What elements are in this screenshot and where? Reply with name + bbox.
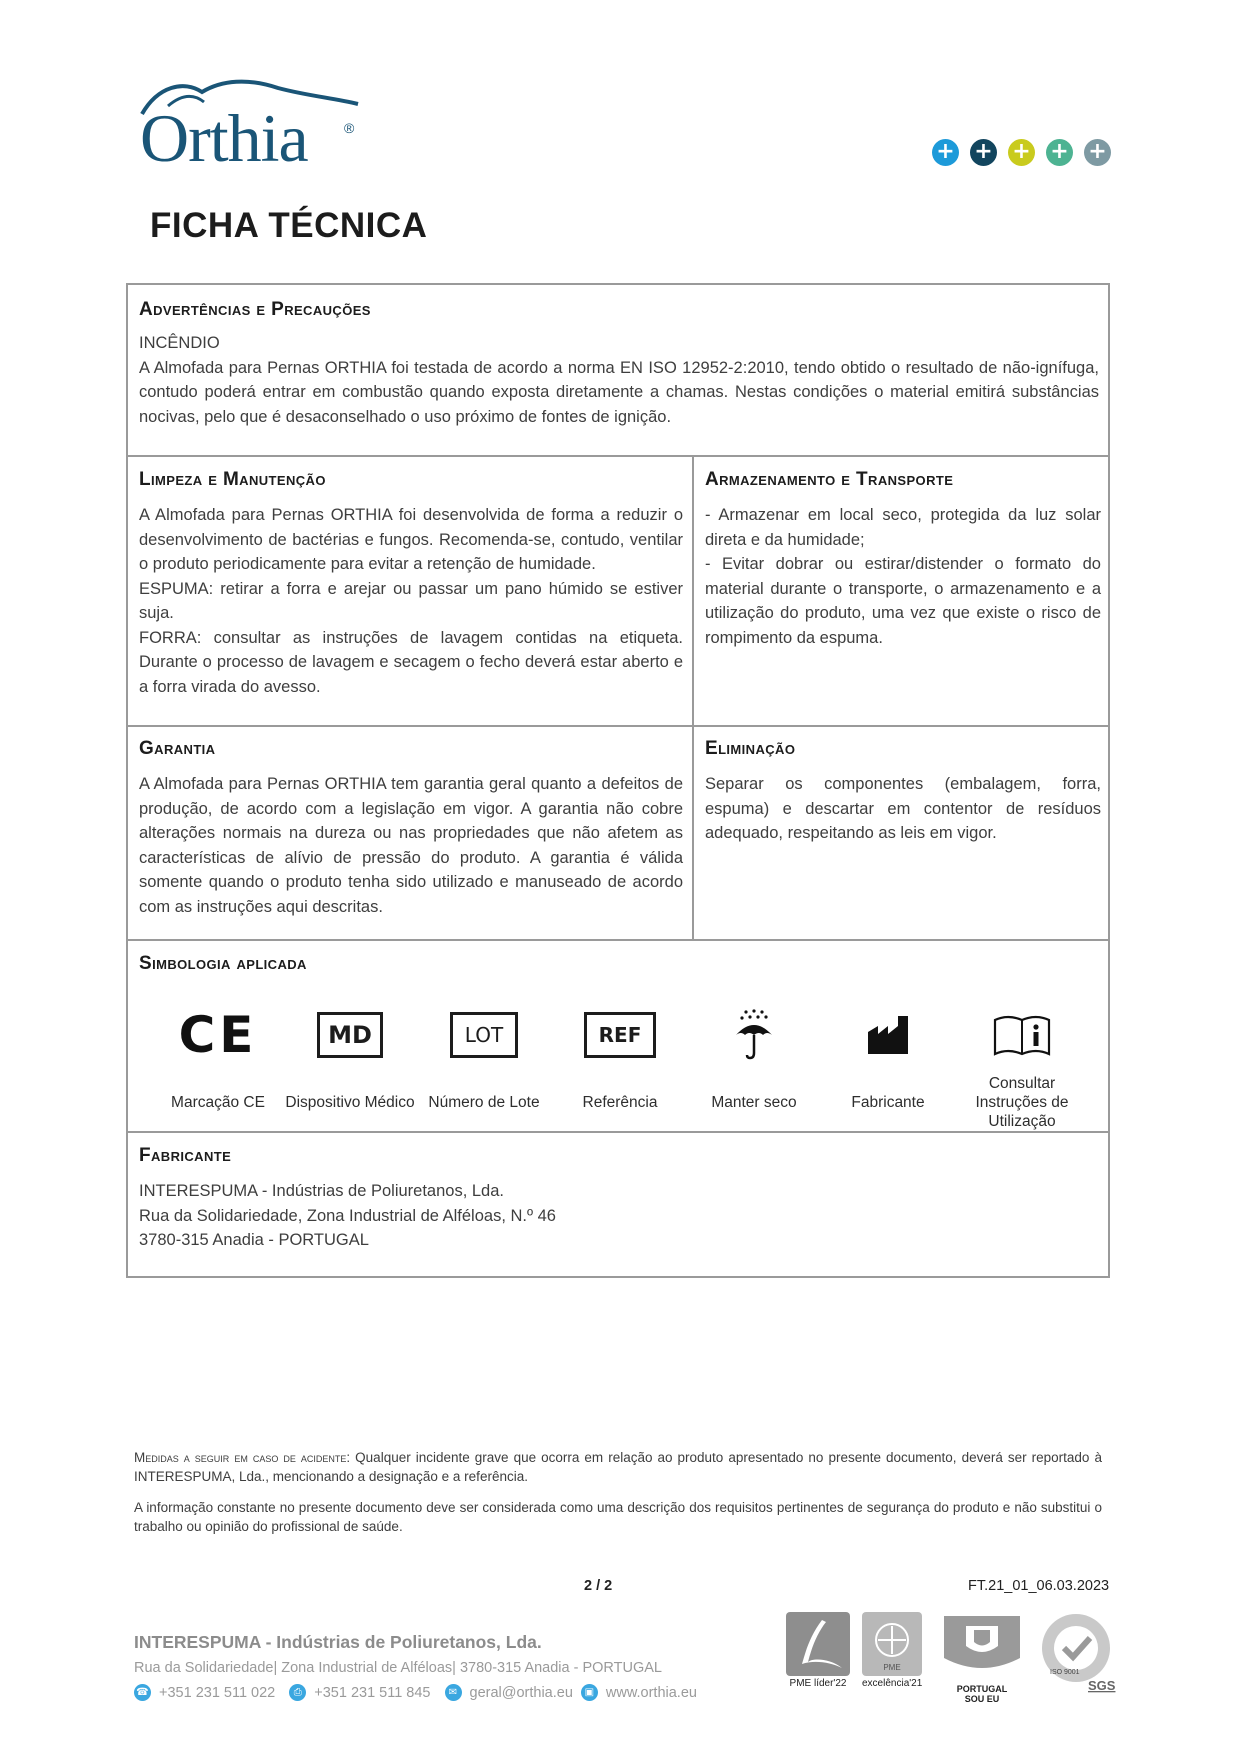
symbol-label: Referência	[582, 1093, 658, 1111]
warranty-text: A Almofada para Pernas ORTHIA tem garantia geral quanto a defeitos de produção, de acordo com a legislação em vigor. A garantia não cobre alterações normais na dureza ou nas propriedades que não afetem as características de alívio de pressão do produto. A garantia é válida somente quando o produto tenha sido utilizado e manuseado de acordo com as instruções aqui descritas.	[139, 775, 683, 916]
pme-lider-logo	[786, 1612, 850, 1689]
disposal-section	[705, 738, 1101, 846]
reference-icon: REF	[584, 1012, 657, 1058]
orthia-logo	[138, 76, 378, 176]
document-code: FT.21_01_06.03.2023	[968, 1578, 1110, 1594]
medical-device-icon: MD	[317, 1012, 383, 1058]
page-number: 2 / 2	[584, 1578, 613, 1594]
disposal-title: Eliminação	[705, 738, 796, 759]
divider	[692, 455, 694, 939]
plus-icon-green: +	[1046, 139, 1073, 166]
portugal-sou-eu-caption: PORTUGAL SOU EU	[956, 1684, 1008, 1704]
portugal-sou-eu-icon	[938, 1612, 1026, 1682]
symbol-ref	[555, 1005, 685, 1131]
keep-dry-icon	[732, 1009, 776, 1061]
pme-lider-icon	[786, 1612, 850, 1676]
manufacturer-title: Fabricante	[139, 1145, 232, 1166]
divider	[128, 725, 1108, 727]
warnings-section	[139, 299, 1099, 429]
footer-web[interactable]: www.orthia.eu	[605, 1684, 697, 1701]
divider	[128, 939, 1108, 941]
cleaning-title: Limpeza e Manutenção	[139, 469, 326, 490]
technical-sheet-table	[126, 283, 1110, 1278]
accident-note	[134, 1448, 1102, 1486]
storage-section	[705, 469, 1101, 650]
symbol-label: Dispositivo Médico	[285, 1093, 415, 1111]
plus-icon-blue: +	[932, 139, 959, 166]
accident-text: Qualquer incidente grave que ocorra em relação ao produto apresentado no presente documento, deverá ser reportado à INTERESPUMA, Lda., mencionando a designação e a referência.	[134, 1450, 1102, 1484]
symbol-ce	[153, 1005, 283, 1131]
divider	[128, 455, 1108, 457]
disclaimer-note: A informação constante no presente documento deve ser considerada como uma descrição dos requisitos pertinentes de segurança do produto e não substitui o trabalho ou opinião do profissional de saúde.	[134, 1500, 1102, 1534]
registered-mark: ®	[344, 120, 355, 136]
symbol-consult	[957, 1005, 1087, 1131]
footer-fax: +351 231 511 845	[314, 1684, 431, 1701]
warranty-title: Garantia	[139, 738, 216, 759]
warnings-title: Advertências e Precauções	[139, 299, 371, 320]
symbols-section	[139, 953, 1099, 1130]
symbol-label: Número de Lote	[428, 1093, 540, 1111]
footer-address: Rua da Solidariedade| Zona Industrial de Alféloas| 3780-315 Anadia - PORTUGAL	[134, 1660, 662, 1676]
cleaning-p2: ESPUMA: retirar a forra e arejar ou passar um pano húmido se estiver suja.	[139, 579, 683, 622]
footer-phone[interactable]: +351 231 511 022	[159, 1684, 276, 1701]
fax-icon: ⎙	[289, 1684, 306, 1701]
symbol-md	[285, 1005, 415, 1131]
warnings-text: A Almofada para Pernas ORTHIA foi testada de acordo a norma EN ISO 12952-2:2010, tendo obtido o resultado de não-ignífuga, contudo poderá entrar em combustão quando exposta diretamente a chamas. Nestas condições o material emitirá substâncias nocivas, pelo que é desaconselhado o uso próximo de fontes de ignição.	[139, 358, 1099, 426]
web-icon: ▣	[581, 1684, 598, 1701]
symbol-label: Fabricante	[851, 1093, 925, 1111]
cleaning-p1: A Almofada para Pernas ORTHIA foi desenvolvida de forma a reduzir o desenvolvimento de bactérias e fungos. Recomenda-se, contudo, ventilar o produto periodicamente para evitar a retenção de humidade.	[139, 506, 683, 573]
storage-p1: - Armazenar em local seco, protegida da luz solar direta e da humidade;	[705, 506, 1101, 549]
pme-mark: PME	[883, 1663, 901, 1672]
symbol-label: Marcação CE	[171, 1093, 265, 1111]
pme-excelencia-caption: excelência'21	[862, 1678, 923, 1689]
symbol-manufacturer	[823, 1005, 953, 1131]
cleaning-section	[139, 469, 683, 699]
sgs-mark: SGS	[1088, 1678, 1116, 1693]
pme-excelencia-logo	[862, 1612, 922, 1689]
plus-icon-row	[932, 139, 1111, 166]
disposal-text: Separar os componentes (embalagem, forra, espuma) e descartar em contentor de resíduos adequado, respeitando as leis em vigor.	[705, 775, 1101, 842]
symbols-row	[159, 1005, 1099, 1135]
footer-contacts	[134, 1684, 697, 1701]
iso-mark: ISO 9001	[1050, 1669, 1080, 1676]
symbol-label: Manter seco	[711, 1093, 797, 1111]
symbol-keep-dry	[689, 1005, 819, 1131]
plus-icon-navy: +	[970, 139, 997, 166]
manufacturer-line3: 3780-315 Anadia - PORTUGAL	[139, 1231, 369, 1249]
ce-mark-icon: CE	[178, 1006, 258, 1064]
portugal-sou-eu-logo	[938, 1612, 1026, 1704]
symbol-label: Consultar Instruções de Utilização	[975, 1074, 1069, 1130]
warnings-subtitle: INCÊNDIO	[139, 334, 220, 352]
lot-number-icon: LOT	[450, 1012, 518, 1058]
email-icon: ✉	[445, 1684, 462, 1701]
logo-wordmark: Orthia	[140, 100, 308, 176]
symbol-lot	[419, 1005, 549, 1131]
consult-instructions-icon	[992, 1012, 1052, 1058]
phone-icon: ☎	[134, 1684, 151, 1701]
pme-lider-caption: PME líder'22	[789, 1678, 847, 1689]
manufacturer-line2: Rua da Solidariedade, Zona Industrial de Alféloas, N.º 46	[139, 1206, 556, 1225]
storage-p2: - Evitar dobrar ou estirar/distender o formato do material durante o transporte, o armazenamento e a utilização do produto, uma vez que existe o risco de rompimento da espuma.	[705, 555, 1101, 647]
sgs-certification-icon	[1040, 1610, 1116, 1694]
pme-excelencia-icon	[862, 1612, 922, 1676]
footer-company: INTERESPUMA - Indústrias de Poliuretanos, Lda.	[134, 1632, 542, 1652]
cleaning-p3: FORRA: consultar as instruções de lavagem contidas na etiqueta. Durante o processo de lavagem e secagem o fecho deverá estar aberto e a forra virada do avesso.	[139, 628, 683, 696]
plus-icon-grey: +	[1084, 139, 1111, 166]
warranty-section	[139, 738, 683, 919]
manufacturer-section	[139, 1145, 1099, 1253]
symbols-title: Simbologia aplicada	[139, 953, 307, 974]
manufacturer-line1: INTERESPUMA - Indústrias de Poliuretanos, Lda.	[139, 1182, 504, 1200]
footer-email[interactable]: geral@orthia.eu	[469, 1684, 573, 1701]
sgs-iso-logo	[1040, 1610, 1116, 1694]
page-title: FICHA TÉCNICA	[150, 206, 428, 245]
manufacturer-icon	[866, 1014, 910, 1056]
storage-title: Armazenamento e Transporte	[705, 469, 954, 490]
accident-label: Medidas a seguir em caso de acidente:	[134, 1450, 351, 1465]
plus-icon-yellow: +	[1008, 139, 1035, 166]
